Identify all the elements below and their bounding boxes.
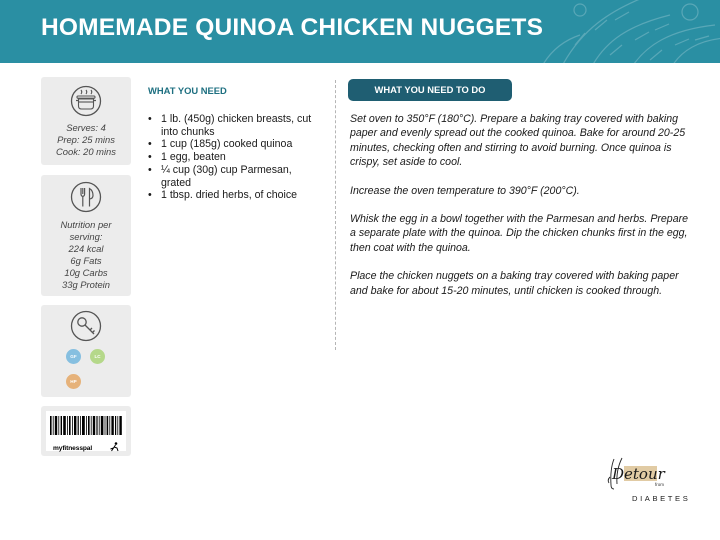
directions-steps — [350, 112, 690, 312]
prep-time: Prep: 25 mins — [57, 134, 115, 145]
servings-text — [41, 122, 131, 158]
nutrition-card — [41, 175, 131, 296]
barcode-box[interactable] — [46, 411, 126, 451]
running-figure-icon — [108, 442, 120, 452]
direction-step: Whisk the egg in a bowl together with the Parmesan and herbs. Prepare a separate plate with the quinoa. Dip the chicken chunks first in the egg, then coat with the quinoa. — [350, 213, 689, 254]
direction-step: Place the chicken nuggets on a baking tray covered with baking paper and bake for about 15-20 minutes, until chicken is cooked through. — [350, 270, 679, 297]
fats-value: 6g Fats — [70, 255, 102, 266]
ingredient-item: • ¼ cup (30g) cup Parmesan, grated — [148, 164, 323, 189]
header-banner — [0, 0, 720, 63]
nutrition-heading-2: serving: — [69, 231, 103, 242]
myfitnesspal-card[interactable] — [41, 406, 131, 456]
leaf-pattern-decoration — [520, 0, 720, 63]
fork-knife-icon — [70, 181, 102, 213]
barcode-icon — [50, 416, 122, 443]
cooking-pot-icon — [70, 85, 102, 117]
dietary-key-card — [41, 305, 131, 397]
carbs-value: 10g Carbs — [64, 267, 108, 278]
ingredient-item: • 1 egg, beaten — [148, 151, 323, 164]
hp-badge: HP — [66, 374, 81, 389]
ingredients-title: WHAT YOU NEED — [148, 85, 227, 96]
kcal-value: 224 kcal — [68, 243, 104, 254]
direction-step: Increase the oven temperature to 390°F (200°C). — [350, 184, 580, 197]
directions-title: WHAT YOU NEED TO DO — [374, 84, 486, 95]
direction-step: Set oven to 350°F (180°C). Prepare a baking tray covered with baking paper and evenly spread out the cooked quinoa. Bake for around 20-25 minutes, checking often and stirring to avoid burning. Once quinoa is crispy, set aside to cool. — [350, 113, 686, 169]
nutrition-heading: Nutrition per — [60, 219, 112, 230]
ingredient-item: • 1 tbsp. dried herbs, of choice — [148, 189, 323, 202]
gf-badge: GF — [66, 349, 81, 364]
nutrition-text — [41, 219, 131, 291]
servings-card — [41, 77, 131, 165]
column-divider — [335, 80, 336, 350]
logo-word-detour: Detour — [612, 465, 665, 483]
detour-from-diabetes-logo — [600, 455, 692, 515]
directions-title-pill — [348, 79, 512, 101]
ingredient-item: • 1 cup (185g) cooked quinoa — [148, 138, 323, 151]
logo-word-from: from — [655, 482, 664, 487]
ingredient-item: • 1 lb. (450g) chicken breasts, cut into chunks — [148, 113, 323, 138]
page-title: HOMEMADE QUINOA CHICKEN NUGGETS — [41, 14, 544, 41]
protein-value: 33g Protein — [62, 279, 110, 290]
serves-value: Serves: 4 — [66, 122, 106, 133]
key-icon — [70, 310, 102, 342]
ingredients-list — [148, 113, 323, 202]
lc-badge: LC — [90, 349, 105, 364]
logo-word-diabetes: DIABETES — [632, 494, 691, 503]
myfitnesspal-label: myfitnesspal — [53, 445, 93, 452]
cook-time: Cook: 20 mins — [56, 146, 116, 157]
